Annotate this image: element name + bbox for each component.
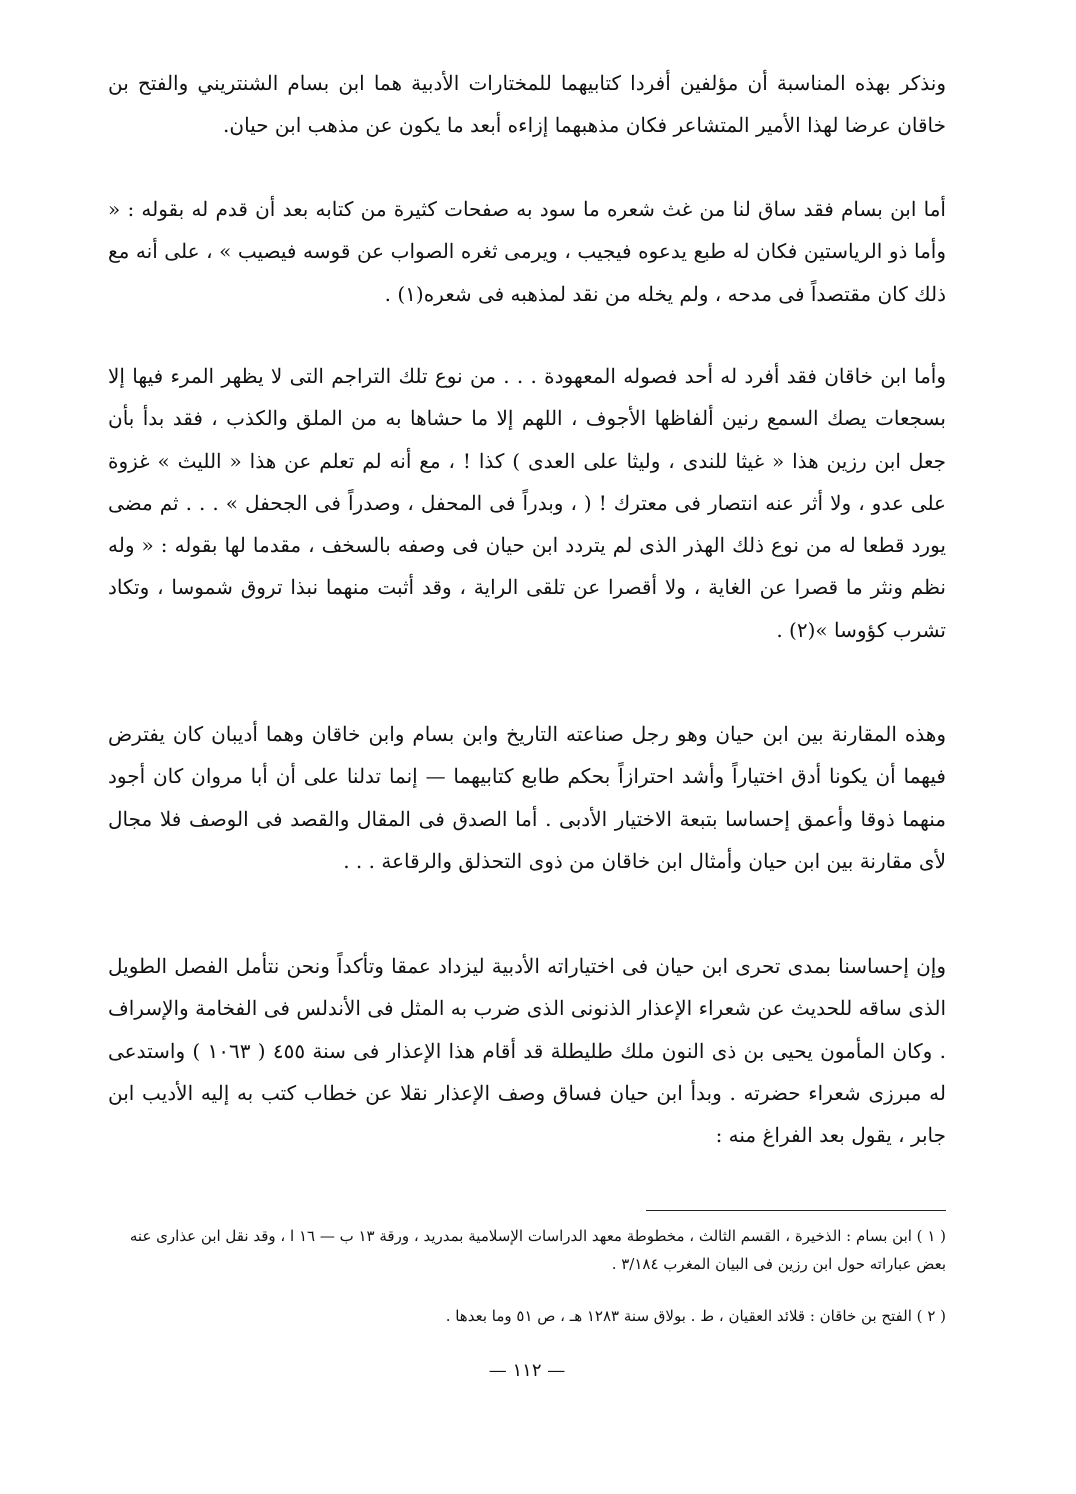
body-paragraph-2: أما ابن بسام فقد ساق لنا من غث شعره ما سود به صفحات كثيرة من كتابه بعد أن قدم له بقوله : « وأما ذو الرياستين فكان له طبع يدعوه فيجيب ، ويرمى ثغره الصواب عن قوسه فيصيب » ، على أنه مع ذلك كان مقتصداً فى مدحه ، ولم يخله من نقد لمذهبه فى شعره(١) . [108, 197, 946, 306]
body-paragraph-1: ونذكر بهذه المناسبة أن مؤلفين أفردا كتابيهما للمختارات الأدبية هما ابن بسام الشنتريني والفتح بن خاقان عرضا لهذا الأمير المتشاعر فكان مذهبهما إزاءه أبعد ما يكون عن مذهب ابن حيان. [108, 71, 946, 138]
body-paragraph-3: وأما ابن خاقان فقد أفرد له أحد فصوله المعهودة . . . من نوع تلك التراجم التى لا يظهر المرء فيها إلا بسجعات يصك السمع رنين ألفاظها الأجوف ، اللهم إلا ما حشاها به من الملق والكذب ، فقد بدأ بأن جعل ابن رزين هذا « غيثا للندى ، وليثا على العدى ) كذا ! ، مع أنه لم تعلم عن هذا « الليث » غزوة على عدو ، ولا أثر عنه انتصار فى معترك ! ( ، وبدراً فى المحفل ، وصدراً فى الجحفل » . . . ثم مضى يورد قطعا له من نوع ذلك الهذر الذى لم يتردد ابن حيان فى وصفه بالسخف ، مقدما لها بقوله : « وله نظم ونثر ما قصرا عن الغاية ، ولا أقصرا عن تلقى الراية ، وقد أثبت منهما نبذا تروق شموسا ، وتكاد تشرب كؤوسا »(٢) . [108, 364, 947, 642]
body-paragraph-5: وإن إحساسنا بمدى تحرى ابن حيان فى اختياراته الأدبية ليزداد عمقا وتأكداً ونحن نتأمل الفصل الطويل الذى ساقه للحديث عن شعراء الإعذار الذنونى الذى ضرب به المثل فى الأندلس فى الفخامة والإسراف . وكان المأمون يحيى بن ذى النون ملك طليطلة قد أقام هذا الإعذار فى سنة ٤٥٥ ( ١٠٦٣ ) واستدعى له مبرزى شعراء حضرته . وبدأ ابن حيان فساق وصف الإعذار نقلا عن خطاب كتب به إليه الأديب ابن جابر ، يقول بعد الفراغ منه : [108, 954, 946, 1148]
footnote-separator [646, 1210, 946, 1211]
footnote-1: ( ١ ) ابن بسام : الذخيرة ، القسم الثالث ، مخطوطة معهد الدراسات الإسلامية بمدريد ، ورقة ١٣ ب — ١٦ ا ، وقد نقل ابن عذارى عنه بعض عباراته حول ابن رزين فى البيان المغرب ٣/١٨٤ . [129, 1227, 946, 1273]
body-paragraph-4: وهذه المقارنة بين ابن حيان وهو رجل صناعته التاريخ وابن بسام وابن خاقان وهما أديبان كان يفترض فيهما أن يكونا أدق اختياراً وأشد احترازاً بحكم طابع كتابيهما — إنما تدلنا على أن أبا مروان كان أجود منهما ذوقا وأعمق إحساسا بتبعة الاختيار الأدبى . أما الصدق فى المقال والقصد فى الوصف فلا مجال لأى مقارنة بين ابن حيان وأمثال ابن خاقان من ذوى التحذلق والرقاعة . . . [108, 722, 946, 873]
footnote-2: ( ٢ ) الفتح بن خاقان : قلائد العقيان ، ط . بولاق سنة ١٢٨٣ هـ ، ص ٥١ وما بعدها . [445, 1307, 946, 1325]
page-number: — ١١٢ — [488, 1360, 566, 1381]
